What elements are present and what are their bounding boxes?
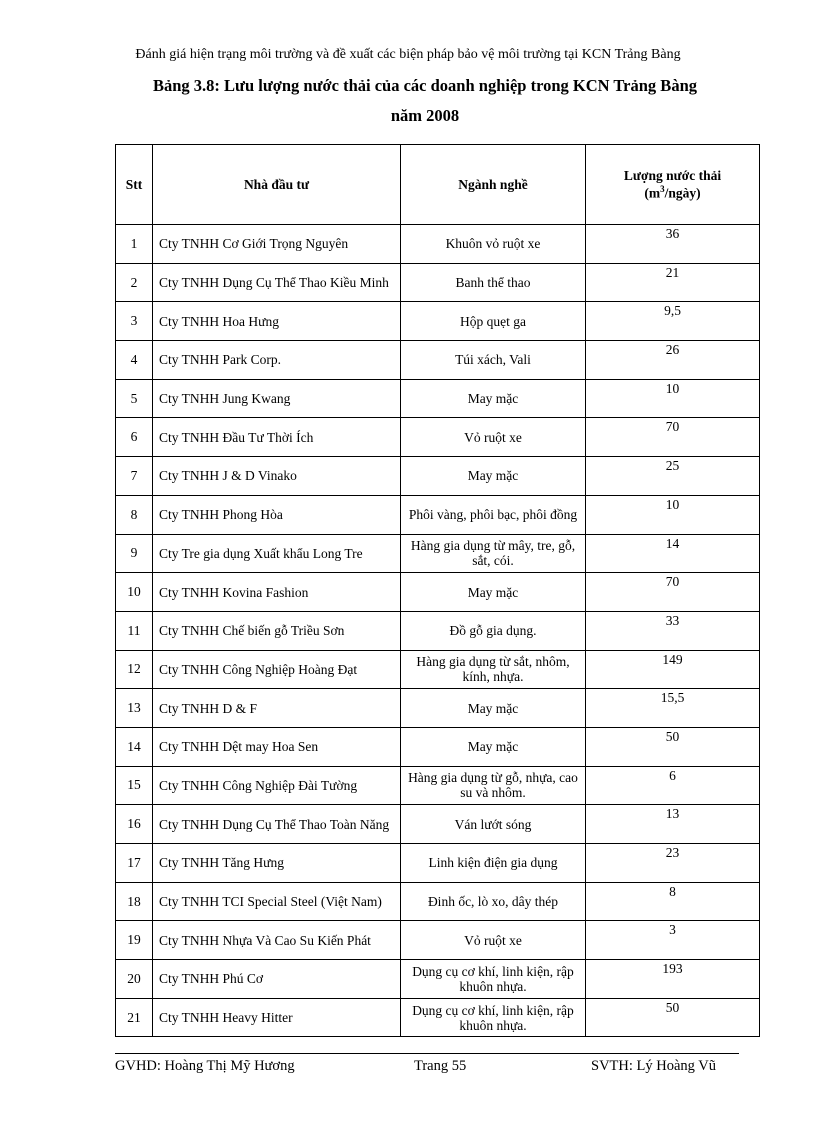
cell-stt: 12 [116, 650, 153, 689]
cell-flow: 36 [586, 225, 760, 264]
cell-stt: 15 [116, 766, 153, 805]
cell-flow: 70 [586, 418, 760, 457]
header-flow-unit: $(m^3/ngày)$ [644, 183, 701, 201]
cell-industry: Ván lướt sóng [401, 805, 586, 844]
footer-supervisor: GVHD: Hoàng Thị Mỹ Hương [115, 1058, 295, 1074]
cell-flow: 50 [586, 998, 760, 1037]
cell-flow: 10 [586, 379, 760, 418]
cell-flow: 70 [586, 573, 760, 612]
cell-industry: Đinh ốc, lò xo, dây thép [401, 882, 586, 921]
cell-investor: Cty TNHH Dụng Cụ Thể Thao Kiều Minh [153, 263, 401, 302]
cell-investor: Cty TNHH Cơ Giới Trọng Nguyên [153, 225, 401, 264]
header-flow-label: Lượng nước thải [623, 167, 722, 183]
footer-page-number: Trang 55 [414, 1058, 467, 1074]
running-header: Đánh giá hiện trạng môi trường và đề xuất các biện pháp bảo vệ môi trường tại KCN Trảng Bàng [135, 47, 681, 62]
cell-flow: 25 [586, 457, 760, 496]
cell-stt: 4 [116, 341, 153, 380]
footer-student: SVTH: Lý Hoàng Vũ [591, 1058, 716, 1074]
cell-investor: Cty TNHH D & F [153, 689, 401, 728]
table-row [116, 573, 760, 612]
cell-industry: Vỏ ruột xe [401, 921, 586, 960]
cell-industry: Khuôn vỏ ruột xe [401, 225, 586, 264]
cell-industry: May mặc [401, 573, 586, 612]
cell-industry: Hàng gia dụng từ mây, tre, gỗ, sắt, cói. [401, 534, 586, 573]
cell-flow: 6 [586, 766, 760, 805]
table-caption: Bảng 3.8: Lưu lượng nước thải của các doanh nghiệp trong KCN Trảng Bàng [153, 76, 697, 95]
table-row [116, 650, 760, 689]
cell-investor: Cty TNHH Dệt may Hoa Sen [153, 727, 401, 766]
cell-investor: Cty TNHH Nhựa Và Cao Su Kiến Phát [153, 921, 401, 960]
cell-stt: 18 [116, 882, 153, 921]
table-row [116, 766, 760, 805]
table-row [116, 921, 760, 960]
cell-flow: 13 [586, 805, 760, 844]
cell-flow: 15,5 [586, 689, 760, 728]
cell-flow: 193 [586, 960, 760, 999]
cell-stt: 19 [116, 921, 153, 960]
table-row [116, 689, 760, 728]
cell-investor: Cty Tre gia dụng Xuất khẩu Long Tre [153, 534, 401, 573]
cell-stt: 6 [116, 418, 153, 457]
cell-stt: 7 [116, 457, 153, 496]
cell-investor: Cty TNHH Công Nghiệp Đài Tường [153, 766, 401, 805]
cell-stt: 13 [116, 689, 153, 728]
cell-stt: 2 [116, 263, 153, 302]
table-row [116, 495, 760, 534]
cell-stt: 17 [116, 844, 153, 883]
table-row [116, 960, 760, 999]
table-row [116, 998, 760, 1037]
cell-investor: Cty TNHH Công Nghiệp Hoàng Đạt [153, 650, 401, 689]
cell-industry: Đồ gỗ gia dụng. [401, 611, 586, 650]
table-row [116, 534, 760, 573]
cell-stt: 16 [116, 805, 153, 844]
header-flow [586, 145, 760, 225]
cell-stt: 8 [116, 495, 153, 534]
header-industry: Ngành nghề [401, 145, 586, 225]
cell-investor: Cty TNHH Dụng Cụ Thể Thao Toàn Năng [153, 805, 401, 844]
cell-stt: 5 [116, 379, 153, 418]
cell-stt: 1 [116, 225, 153, 264]
cell-industry: Banh thể thao [401, 263, 586, 302]
cell-flow: 50 [586, 727, 760, 766]
table-row [116, 457, 760, 496]
cell-industry: May mặc [401, 689, 586, 728]
cell-investor: Cty TNHH Heavy Hitter [153, 998, 401, 1037]
table-row [116, 225, 760, 264]
table-body [116, 225, 760, 1037]
cell-investor: Cty TNHH Kovina Fashion [153, 573, 401, 612]
cell-investor: Cty TNHH Tăng Hưng [153, 844, 401, 883]
table-header-row [116, 145, 760, 225]
cell-industry: Hàng gia dụng từ gỗ, nhựa, cao su và nhôm. [401, 766, 586, 805]
table-row [116, 611, 760, 650]
cell-stt: 3 [116, 302, 153, 341]
cell-stt: 14 [116, 727, 153, 766]
cell-industry: May mặc [401, 457, 586, 496]
cell-investor: Cty TNHH Đầu Tư Thời Ích [153, 418, 401, 457]
cell-industry: May mặc [401, 379, 586, 418]
cell-stt: 9 [116, 534, 153, 573]
cell-stt: 10 [116, 573, 153, 612]
table-row [116, 263, 760, 302]
cell-investor: Cty TNHH J & D Vinako [153, 457, 401, 496]
cell-industry: Vỏ ruột xe [401, 418, 586, 457]
table-row [116, 805, 760, 844]
cell-flow: 23 [586, 844, 760, 883]
cell-investor: Cty TNHH TCI Special Steel (Việt Nam) [153, 882, 401, 921]
cell-investor: Cty TNHH Chế biến gỗ Triều Sơn [153, 611, 401, 650]
cell-stt: 11 [116, 611, 153, 650]
cell-investor: Cty TNHH Phong Hòa [153, 495, 401, 534]
footer-divider [115, 1053, 739, 1054]
cell-flow: 149 [586, 650, 760, 689]
cell-investor: Cty TNHH Jung Kwang [153, 379, 401, 418]
cell-industry: Hộp quẹt ga [401, 302, 586, 341]
table-row [116, 844, 760, 883]
table-row [116, 379, 760, 418]
cell-flow: 21 [586, 263, 760, 302]
cell-flow: 10 [586, 495, 760, 534]
cell-industry: Dụng cụ cơ khí, linh kiện, rập khuôn nhựa. [401, 960, 586, 999]
cell-industry: Linh kiện điện gia dụng [401, 844, 586, 883]
cell-flow: 26 [586, 341, 760, 380]
table-row [116, 418, 760, 457]
table-caption-year: năm 2008 [390, 106, 460, 125]
table-row [116, 302, 760, 341]
cell-flow: 33 [586, 611, 760, 650]
table-row [116, 882, 760, 921]
cell-industry: Phôi vàng, phôi bạc, phôi đồng [401, 495, 586, 534]
cell-investor: Cty TNHH Phú Cơ [153, 960, 401, 999]
cell-flow: 3 [586, 921, 760, 960]
cell-industry: Túi xách, Vali [401, 341, 586, 380]
table-row [116, 727, 760, 766]
cell-flow: 8 [586, 882, 760, 921]
cell-investor: Cty TNHH Park Corp. [153, 341, 401, 380]
cell-stt: 20 [116, 960, 153, 999]
cell-industry: May mặc [401, 727, 586, 766]
wastewater-table [115, 144, 760, 1037]
cell-industry: Dụng cụ cơ khí, linh kiện, rập khuôn nhựa. [401, 998, 586, 1037]
cell-flow: 14 [586, 534, 760, 573]
cell-stt: 21 [116, 998, 153, 1037]
cell-flow: 9,5 [586, 302, 760, 341]
table-row [116, 341, 760, 380]
cell-industry: Hàng gia dụng từ sắt, nhôm, kính, nhựa. [401, 650, 586, 689]
header-stt: Stt [116, 145, 153, 225]
header-investor: Nhà đầu tư [153, 145, 401, 225]
cell-investor: Cty TNHH Hoa Hưng [153, 302, 401, 341]
